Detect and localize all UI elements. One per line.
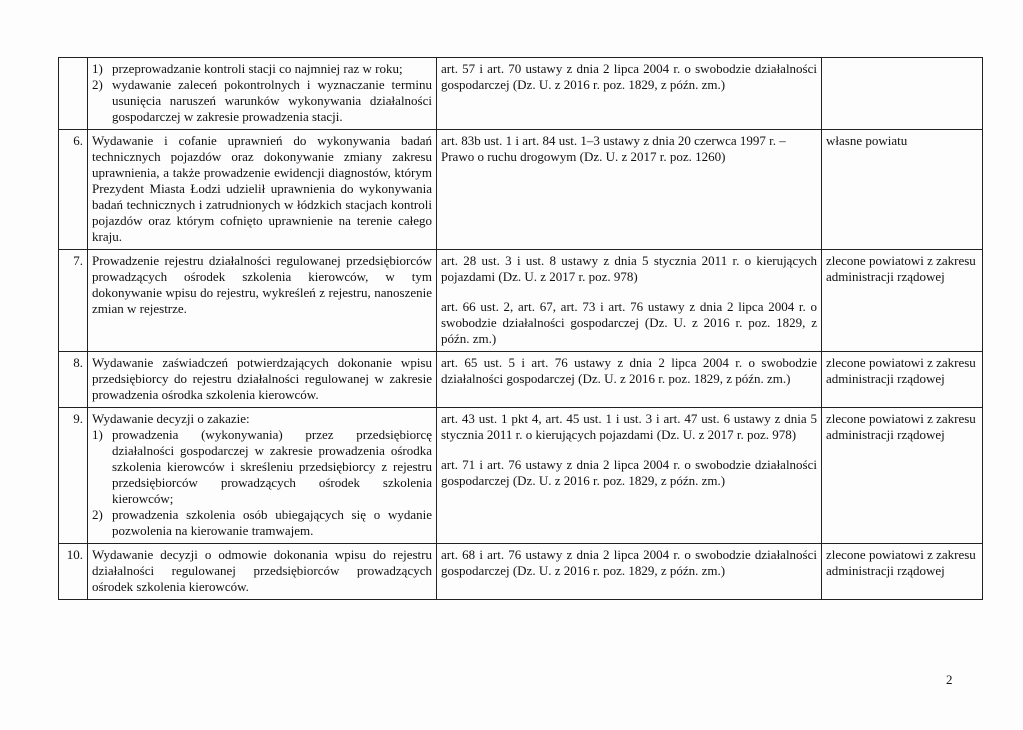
item-text: prowadzenia szkolenia osób ubiegających się o wydanie pozwolenia na kierowanie tramwajem. (112, 507, 432, 538)
row-number: 9. (59, 408, 88, 544)
legal-basis-entry: art. 28 ust. 3 i ust. 8 ustawy z dnia 5 stycznia 2011 r. o kierujących pojazdami (Dz. U. z 2017 r. poz. 978) (441, 253, 817, 284)
task-description (88, 58, 437, 130)
legal-basis (437, 250, 822, 352)
task-description: Wydawanie zaświadczeń potwierdzających dokonanie wpisu przedsiębiorcy do rejestru działalności regulowanej w zakresie prowadzenia ośrodka szkolenia kierowców. (88, 352, 437, 408)
item-number: 2) (92, 77, 103, 92)
table-row (59, 130, 983, 250)
table-row (59, 58, 983, 130)
list-item (92, 507, 432, 539)
legal-basis: art. 68 i art. 76 ustawy z dnia 2 lipca 2004 r. o swobodzie działalności gospodarczej (Dz. U. z 2016 r. poz. 1829, z późn. zm.) (437, 544, 822, 600)
task-description: Wydawanie decyzji o odmowie dokonania wpisu do rejestru działalności regulowanej przedsiębiorców prowadzących ośrodek szkolenia kierowców. (88, 544, 437, 600)
item-number: 1) (92, 427, 103, 442)
task-table (58, 57, 983, 600)
item-number: 1) (92, 61, 103, 76)
task-type (822, 58, 983, 130)
row-number: 7. (59, 250, 88, 352)
legal-basis: art. 83b ust. 1 i art. 84 ust. 1–3 ustawy z dnia 20 czerwca 1997 r. – Prawo o ruchu drogowym (Dz. U. z 2017 r. poz. 1260) (437, 130, 822, 250)
legal-basis-entry: art. 71 i art. 76 ustawy z dnia 2 lipca 2004 r. o swobodzie działalności gospodarczej (Dz. U. z 2016 r. poz. 1829, z późn. zm.) (441, 457, 817, 488)
item-number: 2) (92, 507, 103, 522)
legal-basis-entry: art. 43 ust. 1 pkt 4, art. 45 ust. 1 i ust. 3 i art. 47 ust. 6 ustawy z dnia 5 stycznia 2011 r. o kierujących pojazdami (Dz. U. z 2017 r. poz. 978) (441, 411, 817, 442)
legal-basis-entry: art. 66 ust. 2, art. 67, art. 73 i art. 76 ustawy z dnia 2 lipca 2004 r. o swobodzie działalności gospodarczej (Dz. U. z 2016 r. poz. 1829, z późn. zm.) (441, 299, 817, 346)
list-item (92, 77, 432, 125)
page-number: 2 (946, 672, 953, 687)
item-text: prowadzenia (wykonywania) przez przedsiębiorcę działalności gospodarczej w zakresie prowadzenia ośrodka szkolenia kierowców i skreśleniu przedsiębiorcy z rejestru przedsiębiorców prowadzących ośrodek szkolenia kierowców; (112, 427, 432, 506)
row-number: 6. (59, 130, 88, 250)
item-text: wydawanie zaleceń pokontrolnych i wyznaczanie terminu usunięcia naruszeń warunków wykonywania działalności gospodarczej w zakresie prowadzenia stacji. (112, 77, 432, 124)
task-description: Wydawanie i cofanie uprawnień do wykonywania badań technicznych pojazdów oraz dokonywanie zmiany zakresu uprawnienia, a także prowadzenie ewidencji diagnostów, którym Prezydent Miasta Łodzi udzielił uprawnienia do wykonywania badań technicznych i zatrudnionych w łódzkich stacjach kontroli pojazdów oraz którym cofnięto uprawnienie na terenie całego kraju. (88, 130, 437, 250)
task-type: zlecone powiatowi z zakresu administracji rządowej (822, 544, 983, 600)
task-type: własne powiatu (822, 130, 983, 250)
item-text: przeprowadzanie kontroli stacji co najmniej raz w roku; (112, 61, 403, 76)
description-intro: Wydawanie decyzji o zakazie: (92, 411, 250, 426)
row-number: 8. (59, 352, 88, 408)
legal-basis: art. 65 ust. 5 i art. 76 ustawy z dnia 2 lipca 2004 r. o swobodzie działalności gospodarczej (Dz. U. z 2016 r. poz. 1829, z późn. zm.) (437, 352, 822, 408)
table-row (59, 352, 983, 408)
legal-basis (437, 408, 822, 544)
legal-basis: art. 57 i art. 70 ustawy z dnia 2 lipca 2004 r. o swobodzie działalności gospodarczej (Dz. U. z 2016 r. poz. 1829, z późn. zm.) (437, 58, 822, 130)
row-number (59, 58, 88, 130)
table-row (59, 250, 983, 352)
task-description: Prowadzenie rejestru działalności regulowanej przedsiębiorców prowadzących ośrodek szkolenia kierowców, w tym dokonywanie wpisu do rejestru, wykreśleń z rejestru, nanoszenie zmian w rejestrze. (88, 250, 437, 352)
task-description (88, 408, 437, 544)
table-row (59, 408, 983, 544)
task-type: zlecone powiatowi z zakresu administracji rządowej (822, 408, 983, 544)
task-type: zlecone powiatowi z zakresu administracji rządowej (822, 352, 983, 408)
task-type: zlecone powiatowi z zakresu administracji rządowej (822, 250, 983, 352)
list-item (92, 61, 432, 77)
row-number: 10. (59, 544, 88, 600)
table-row (59, 544, 983, 600)
list-item (92, 427, 432, 507)
